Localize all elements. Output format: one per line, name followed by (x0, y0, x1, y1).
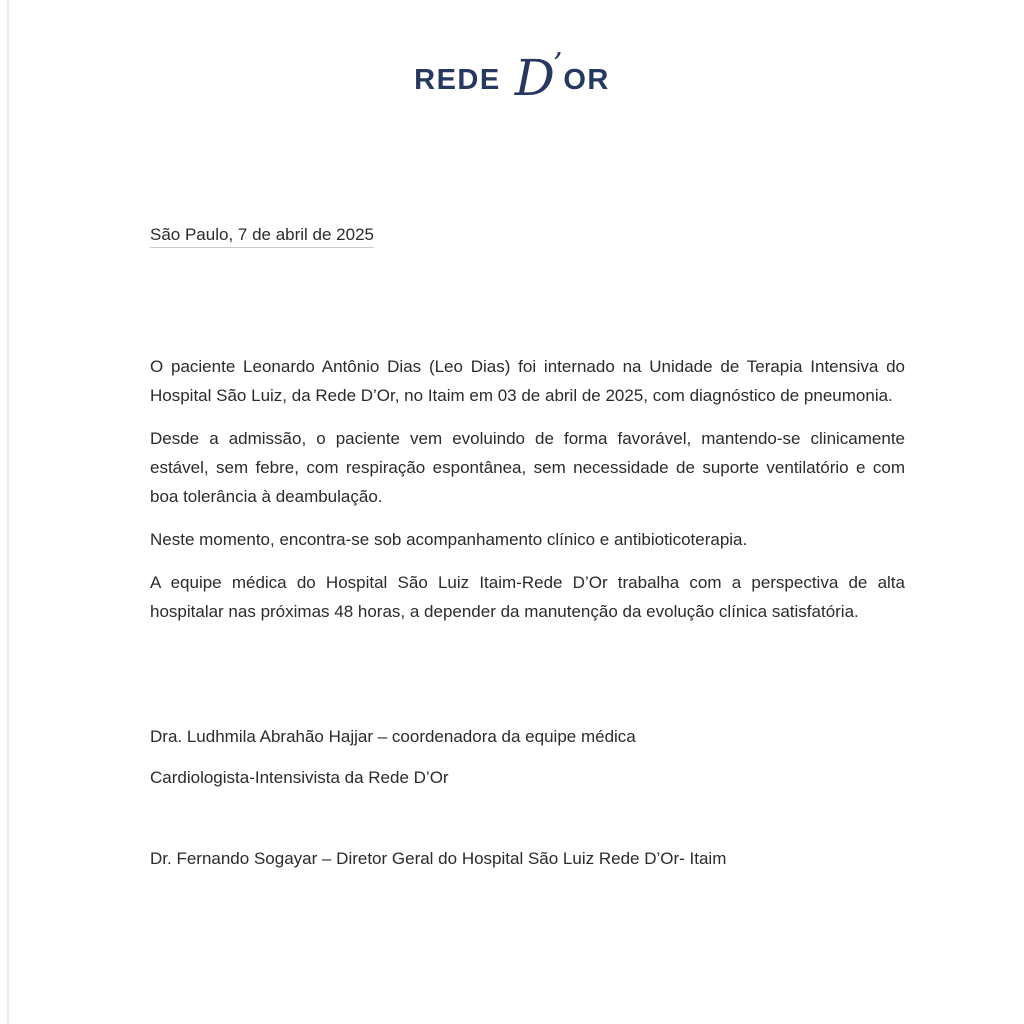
paragraph-discharge-outlook: A equipe médica do Hospital São Luiz Itaim-Rede D’Or trabalha com a perspectiva de alta hospitalar nas próximas 48 horas, a depender da manutenção da evolução clínica satisfatória. (150, 573, 905, 621)
paragraph-admission: O paciente Leonardo Antônio Dias (Leo Dias) foi internado na Unidade de Terapia Intensiva do Hospital São Luiz, da Rede D’Or, no Itaim em 03 de abril de 2025, com diagnóstico de pneumonia. (150, 357, 905, 405)
rede-dor-logo (0, 46, 1024, 108)
letter-body (150, 352, 905, 626)
paragraph-evolution: Desde a admissão, o paciente vem evoluindo de forma favorável, mantendo-se clinicamente estável, sem febre, com respiração espontânea, sem necessidade de suporte ventilatório e com boa tolerância à deambulação. (150, 429, 905, 506)
dateline-text: São Paulo, 7 de abril de 2025 (150, 224, 374, 248)
logo-word-rede: REDE (414, 63, 501, 96)
signature-director: Dr. Fernando Sogayar – Diretor Geral do Hospital São Luiz Rede D’Or- Itaim (150, 849, 727, 868)
signatures (150, 726, 905, 870)
signature-cardiologist-role: Cardiologista-Intensivista da Rede D’Or (150, 768, 449, 787)
logo-script-d: D (514, 49, 555, 107)
signature-coordinator: Dra. Ludhmila Abrahão Hajjar – coordenadora da equipe médica (150, 727, 636, 746)
dateline (150, 224, 904, 248)
paragraph-current-status: Neste momento, encontra-se sob acompanhamento clínico e antibioticoterapia. (150, 530, 748, 549)
scan-edge-artifact (7, 0, 9, 1024)
logo-word-or: OR (563, 63, 610, 96)
logo-apostrophe: ’ (552, 46, 563, 82)
